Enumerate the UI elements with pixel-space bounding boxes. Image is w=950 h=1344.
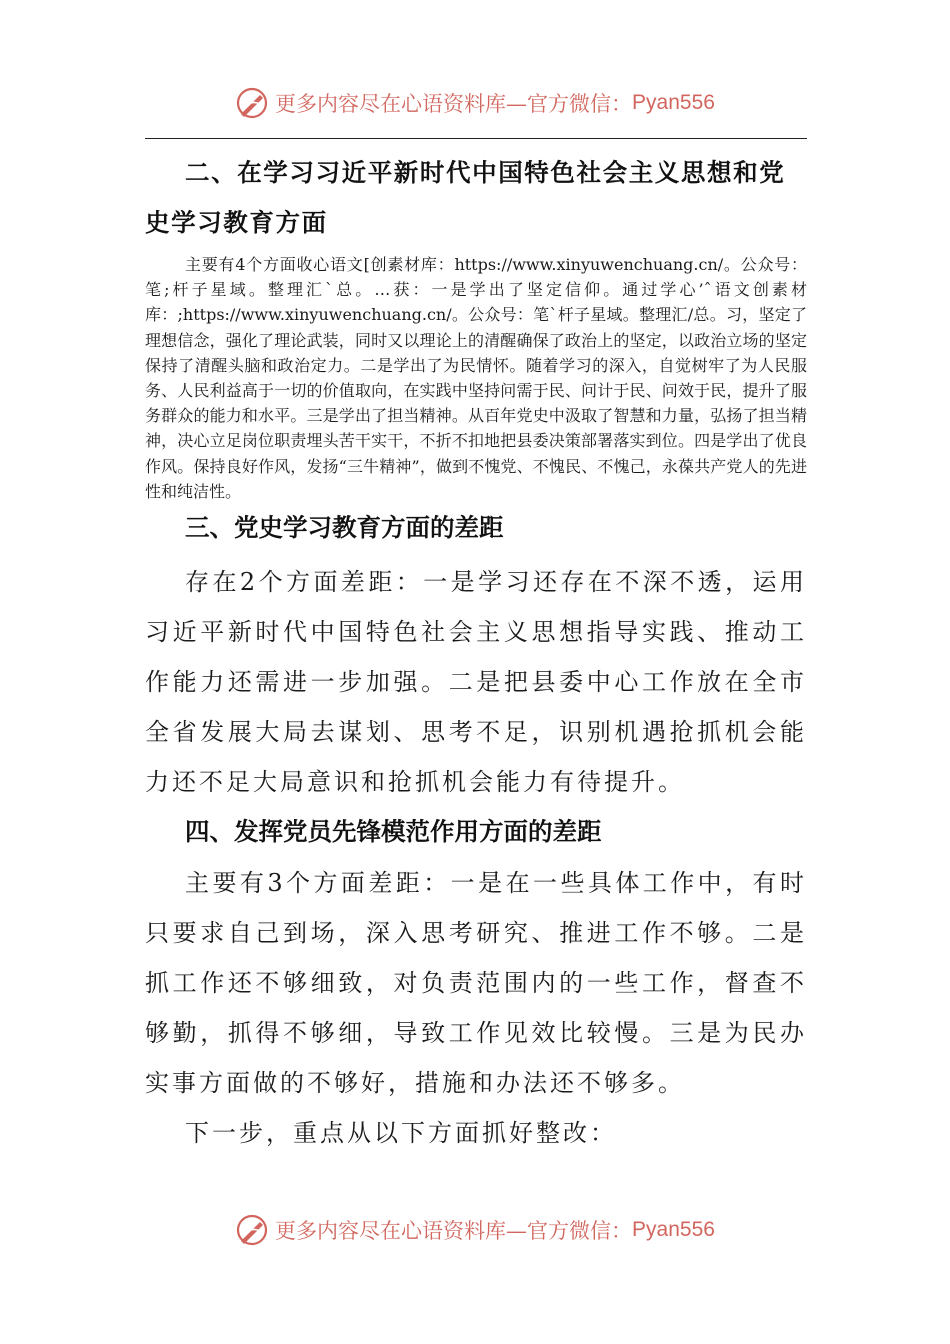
watermark-wechat-id: Pyan556 — [632, 1218, 715, 1241]
document-body — [145, 148, 807, 1158]
header-watermark — [0, 86, 950, 120]
section-two-heading: 二、在学习习近平新时代中国特色社会主义思想和党史学习教育方面 — [145, 158, 786, 237]
pen-logo-icon — [235, 1213, 269, 1247]
pen-logo-icon — [235, 86, 269, 120]
section-three-paragraph: 存在2个方面差距：一是学习还存在不深不透，运用习近平新时代中国特色社会主义思想指导实践、推动工作能力还需进一步加强。二是把县委中心工作放在全市全省发展大局去谋划、思考不足，识别机遇抢抓机会能力还不足大局意识和抢抓机会能力有待提升。 — [145, 568, 807, 797]
header-divider — [145, 138, 807, 139]
watermark-text: 更多内容尽在心语资料库—官方微信： — [275, 92, 633, 116]
section-four-heading: 四、发挥党员先锋模范作用方面的差距 — [185, 817, 602, 847]
footer-watermark — [0, 1213, 950, 1247]
next-step-paragraph: 下一步，重点从以下方面抓好整改： — [185, 1119, 617, 1148]
section-three-heading: 三、党史学习教育方面的差距 — [185, 513, 504, 543]
watermark-text: 更多内容尽在心语资料库—官方微信： — [275, 1219, 633, 1243]
section-four-paragraph: 主要有3个方面差距：一是在一些具体工作中，有时只要求自己到场，深入思考研究、推进工作不够。二是抓工作还不够细致，对负责范围内的一些工作，督查不够勤，抓得不够细，导致工作见效比较慢。三是为民办实事方面做的不够好，措施和办法还不够多。 — [145, 869, 807, 1098]
watermark-wechat-id: Pyan556 — [632, 91, 715, 114]
section-two-paragraph: 主要有4个方面收心语文[创素材库：https://www.xinyuwenchuang.cn/。公众号：笔;杆子星域。整理汇`总。…获：一是学出了坚定信仰。通过学心’ˆ语文创素材库：;https://www.xinyuwenchuang.cn/。公众号：笔`杆子星域。整理汇/总。习，坚定了理想信念，强化了理论武装，同时又以理论上的清醒确保了政治上的坚定，以政治立场的坚定保持了清醒头脑和政治定力。二是学出了为民情怀。随着学习的深入，自觉树牢了为人民服务、人民利益高于一切的价值取向，在实践中坚持问需于民、问计于民、问效于民，提升了服务群众的能力和水平。三是学出了担当精神。从百年党史中汲取了智慧和力量，弘扬了担当精神，决心立足岗位职责埋头苦干实干，不折不扣地把县委决策部署落实到位。四是学出了优良作风。保持良好作风，发扬“三牛精神”，做到不愧党、不愧民、不愧己，永葆共产党人的先进性和纯洁性。 — [145, 255, 807, 501]
